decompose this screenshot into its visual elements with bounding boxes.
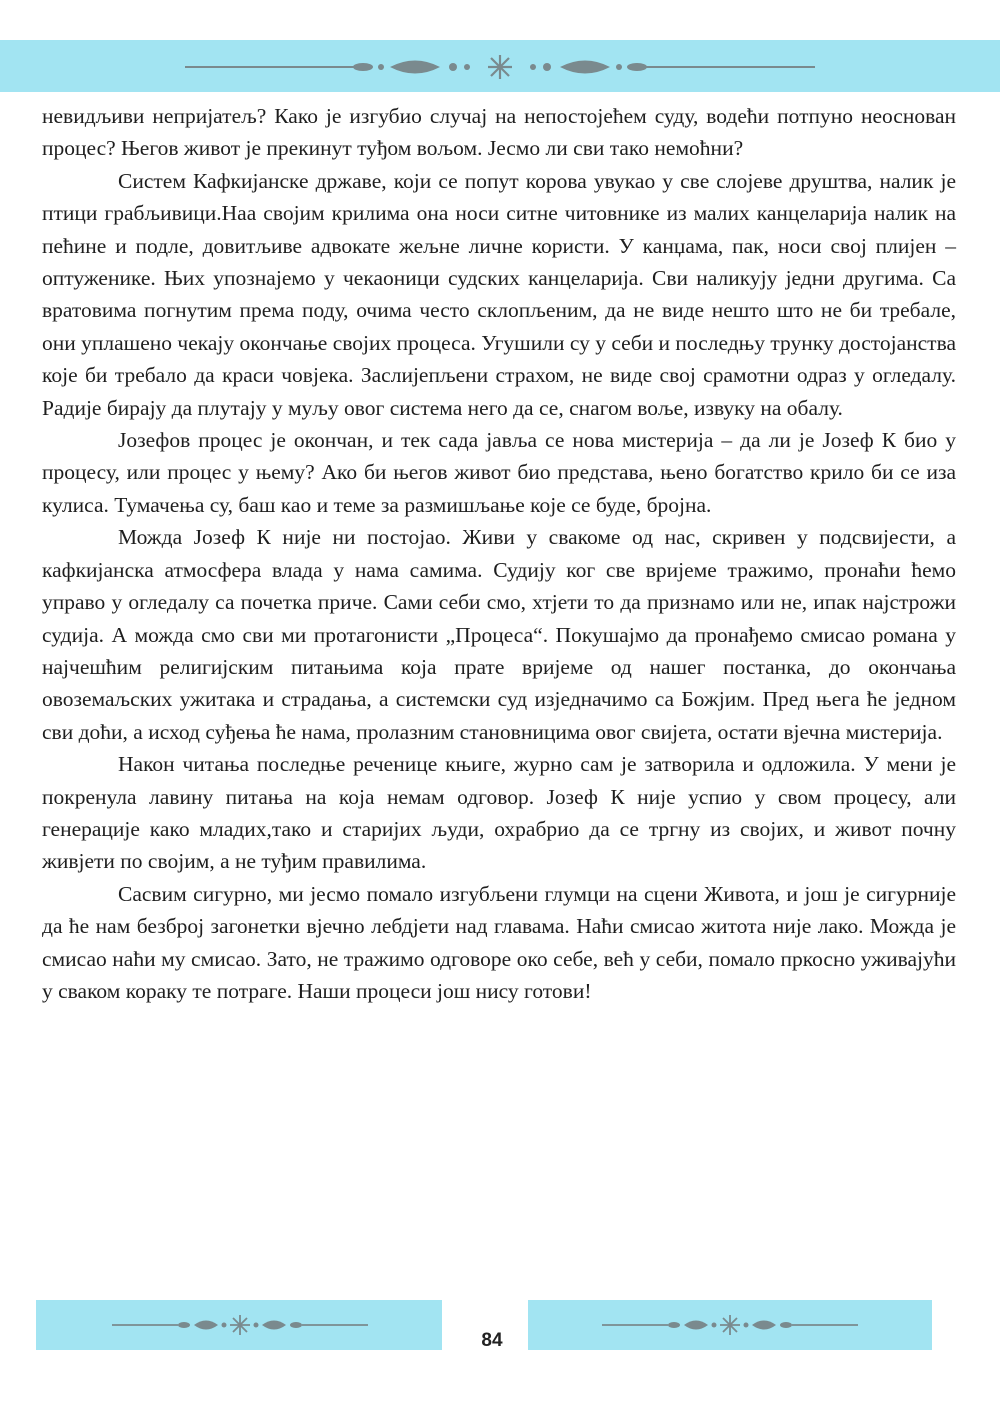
flourish-divider-icon <box>112 1312 368 1338</box>
paragraph: Јозефов процес је окончан, и тек сада јавља се нова мистерија – да ли је Јозеф К био у процесу, или процес у њему? Ако би његов живот био представа, њено богатство крило би се иза кулиса. Тумачења су, баш као и теме за размишљање које се буде, бројна. <box>42 428 956 517</box>
article-body <box>42 100 956 1007</box>
flourish-divider-icon <box>185 52 815 82</box>
paragraph: Систем Кафкијанске државе, који се попут корова увукао у све слојеве друштва, налик је птици грабљивици.Наа својим крилима она носи ситне читовнике из малих канцеларија налик на пећине и подле, довитљиве адвокате жељне личне користи. У канџама, пак, носи свој плијен – оптуженике. Њих упознајемо у чекаоници судских канцеларија. Сви наликују једни другима. Са вратовима погнутим према поду, очима често склопљеним, да не виде нешто што не би требале, они уплашено чекају окончање својих процеса. Угушили су у себи и последњу трунку достојанства које би требало да краси човјека. Заслијепљени страхом, не виде свој срамотни одраз у огледалу. Радије бирају да плутају у муљу овог система него да се, снагом воље, извуку на обалу. <box>42 168 956 420</box>
paragraph: Сасвим сигурно, ми јесмо помало изгубљени глумци на сцени Живота, и још је сигурније да ће нам безброј загонетки вјечно лебдјети над главама. Наћи смисао житота није лако. Можда је смисао наћи му смисао. Зато, не тражимо одговоре око себе, већ у себи, помало пркосно уживајући у сваком кораку те потраге. Наши процеси још нису готови! <box>42 881 956 1003</box>
paragraph: Можда Јозеф К није ни постојао. Живи у свакоме од нас, скривен у подсвијести, а кафкијанска атмосфера влада у нама самима. Судију ког све вријеме тражимо, пронаћи ћемо управо у огледалу са почетка приче. Сами себи смо, хтјети то да признамо или не, ипак најстрожи судија. А можда смо сви ми протагонисти „Процеса“. Покушајмо да пронађемо смисао романа у најчешћим религијским питањима која прате вријеме од нашег постанка, до окончања овоземаљских ужитака и страдања, а системски суд изједначимо са Божјим. Пред њега ће једном сви доћи, а исход суђења ће нама, пролазним становницима овог свијета, остати вјечна мистерија. <box>42 525 956 744</box>
flourish-divider-icon <box>602 1312 858 1338</box>
paragraph: невидљиви непријатељ? Како је изгубио случај на непостојећем суду, водећи потпуно неоснован процес? Његов живот је прекинут туђом вољом. Јесмо ли сви тако немоћни? <box>42 104 956 161</box>
paragraph: Након читања последње реченице књиге, журно сам је затворила и одложила. У мени је покренула лавину питања на која немам одговор. Јозеф К није успио у свом процесу, али генерације како младих,тако и старијих људи, охрабрио да се тргну из својих, и живот почну живјети по својим, а не туђим правилима. <box>42 752 956 874</box>
page-number: 84 <box>481 1330 503 1351</box>
